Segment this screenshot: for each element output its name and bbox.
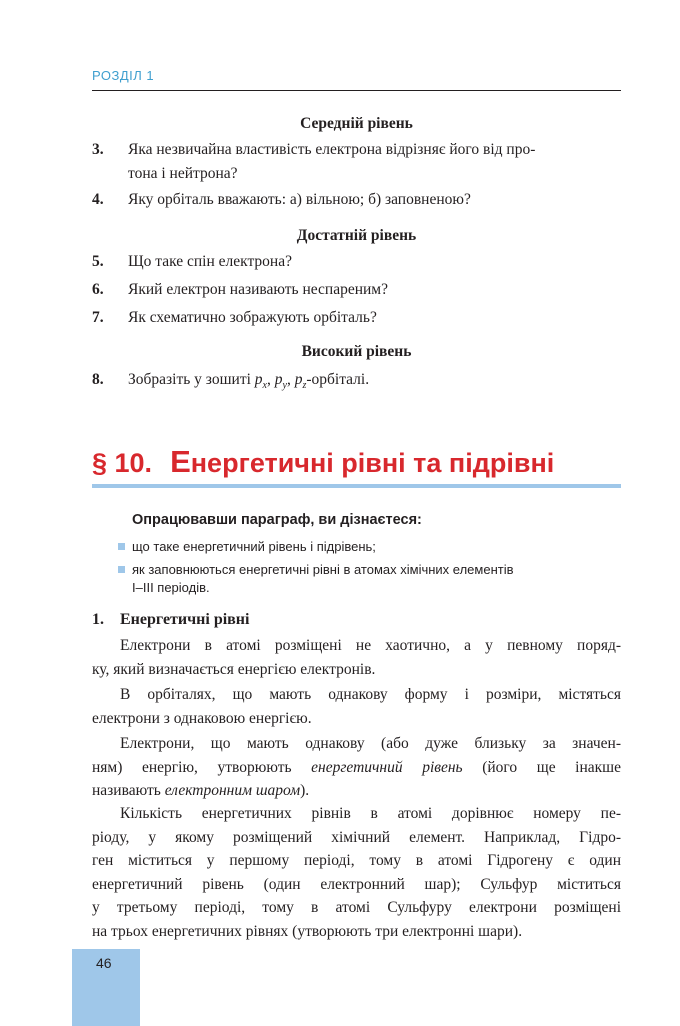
question-text: Зобразіть у зошиті $p_x$, $p_y$, $p_z$-орбіталі. bbox=[128, 371, 370, 392]
subsection-title: Енергетичні рівні bbox=[120, 611, 250, 628]
paragraph: Електрони в атомі розміщені не хаотично, а у певному поряд- ку, який визначається енергією електронів. bbox=[92, 637, 621, 678]
bullet-square-icon bbox=[118, 543, 125, 550]
level-heading-high: Високий рівень bbox=[301, 343, 412, 360]
question-text-cont: тона і нейтрона? bbox=[128, 165, 238, 182]
intro-bullet: як заповнюються енергетичні рівні в атомах хімічних елементів I–III періодів. bbox=[118, 561, 598, 597]
question-number: 4. bbox=[92, 191, 104, 208]
page-number: 46 bbox=[96, 955, 112, 971]
level-heading-middle: Середній рівень bbox=[300, 115, 413, 132]
question-text: Що таке спін електрона? bbox=[128, 253, 292, 270]
question-text: Яку орбіталь вважають: а) вільною; б) заповненою? bbox=[128, 191, 471, 208]
intro-bullet: що таке енергетичний рівень і підрівень; bbox=[118, 538, 598, 556]
level-heading-sufficient: Достатній рівень bbox=[296, 227, 417, 244]
paragraph: Електрони, що мають однакову (або дуже близьку за значен- ням) енергію, утворюють енергетичний рівень (його ще інакше називають електронним шаром). bbox=[92, 735, 621, 800]
question-number: 6. bbox=[92, 281, 104, 298]
subsection-number: 1. bbox=[92, 611, 104, 628]
section-number: § 10. bbox=[92, 448, 153, 478]
question-8 bbox=[92, 368, 621, 398]
question-3 bbox=[92, 138, 621, 186]
paragraph: Кількість енергетичних рівнів в атомі дорівнює номеру пе- ріоду, у якому розміщений хімічний елемент. Наприклад, Гідро- ген міститься у першому періоді, тому в атомі Гідрогену є один енергетичний рівень (один електронний шар); Сульфур міститься у третьому періоді, тому в атомі Сульфуру електрони розміщені на трьох енергетичних рівнях (утворюють три електронні шари). bbox=[92, 805, 621, 940]
subsection-heading bbox=[92, 611, 249, 629]
question-number: 3. bbox=[92, 141, 104, 158]
question-5 bbox=[92, 250, 621, 274]
question-text: Як схематично зображують орбіталь? bbox=[128, 309, 377, 326]
section-title-initial: Е bbox=[170, 444, 191, 479]
question-text: Який електрон називають неспареним? bbox=[128, 281, 388, 298]
intro-heading: Опрацювавши параграф, ви дізнаєтеся: bbox=[132, 512, 422, 528]
question-number: 8. bbox=[92, 371, 104, 388]
section-title-text: нергетичні рівні та підрівні bbox=[190, 448, 555, 478]
paragraph: В орбіталях, що мають однакову форму і розміри, містяться електрони з однаковою енергією. bbox=[92, 686, 621, 727]
question-text: Яка незвичайна властивість електрона відрізняє його від про- bbox=[128, 141, 536, 158]
question-7 bbox=[92, 306, 621, 330]
section-title bbox=[92, 444, 554, 480]
question-number: 5. bbox=[92, 253, 104, 270]
question-4 bbox=[92, 188, 621, 212]
header-divider bbox=[92, 90, 621, 91]
question-number: 7. bbox=[92, 309, 104, 326]
section-divider bbox=[92, 484, 621, 488]
chapter-label: РОЗДІЛ 1 bbox=[92, 68, 155, 83]
bullet-square-icon bbox=[118, 566, 125, 573]
question-6 bbox=[92, 278, 621, 302]
